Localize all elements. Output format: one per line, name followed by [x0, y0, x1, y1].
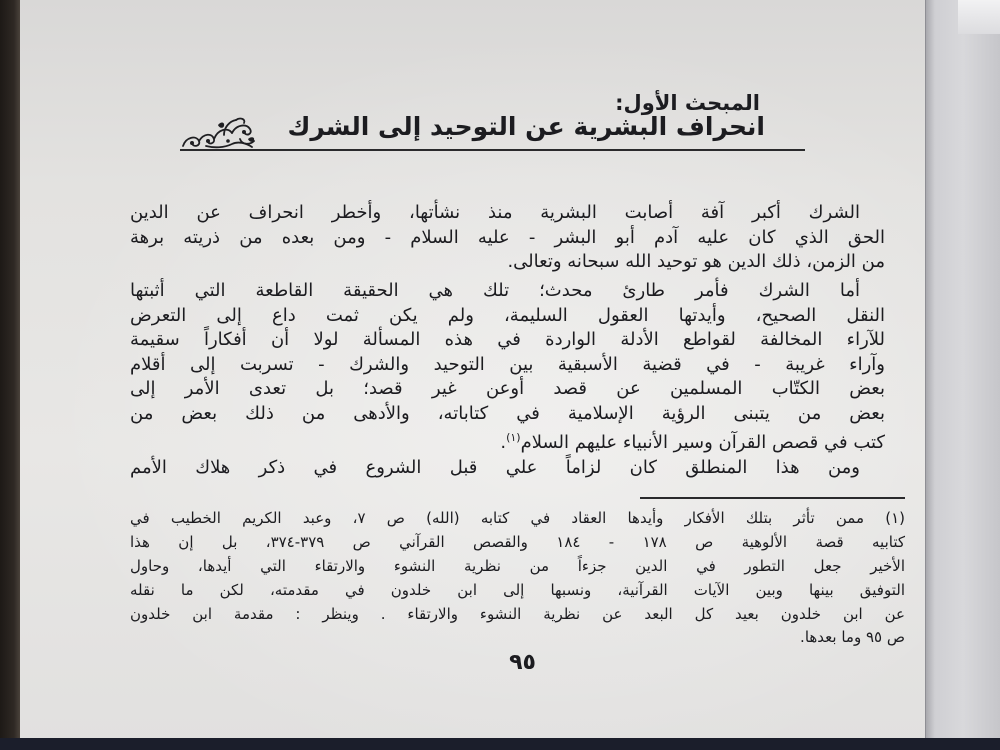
footnote-separator: [640, 497, 905, 499]
heading-ornament-icon: [180, 115, 258, 151]
paragraph-3-line: ومن هذا المنطلق كان لزاماً علي قبل الشروع في ذكر هلاك الأمم: [130, 457, 860, 478]
paragraph-2-line: بعض من يتبنى الرؤية الإسلامية في كتاباته، والأدهى من ذلك بعض من: [130, 403, 885, 424]
paragraph-2-last-text: كتب في قصص القرآن وسير الأنبياء عليهم السلام: [520, 432, 885, 453]
footnote-line: كتابيه قصة الألوهية ص ١٧٨ - ١٨٤ والقصص القرآني ص ٣٧٩-٣٧٤، بل إن هذا: [130, 533, 905, 551]
paragraph-1-line: الحق الذي كان عليه آدم أبو البشر - عليه السلام - ومن بعده من ذريته برهة: [130, 227, 885, 248]
paragraph-2-last-line: [130, 425, 885, 451]
paragraph-2-line: وآراء غريبة - في قضية الأسبقية بين التوحيد والشرك - تسربت إلى أقلام: [130, 354, 885, 375]
footnote-line: ص ٩٥ وما بعدها.: [800, 628, 905, 646]
paragraph-2-line: بعض الكتّاب المسلمين عن قصد أوعن غير قصد؛ بل تعدى الأمر إلى: [130, 378, 885, 399]
paragraph-2-end-punctuation: .: [500, 432, 507, 453]
bottom-dark-band: [0, 738, 1000, 750]
paragraph-1-line: من الزمن، ذلك الدين هو توحيد الله سبحانه وتعالى.: [507, 251, 885, 272]
paragraph-2-line: للآراء المخالفة لقواطع الأدلة الواردة في هذه المسألة لولا أن أفكاراً سقيمة: [130, 329, 885, 350]
paragraph-2-line: أما الشرك فأمر طارئ محدث؛ تلك هي الحقيقة القاطعة التي أثبتها: [130, 280, 860, 301]
section-title: انحراف البشرية عن التوحيد إلى الشرك: [287, 112, 765, 141]
adjacent-page-corner: [958, 0, 1000, 34]
footnote-line: (١) ممن تأثر بتلك الأفكار وأيدها العقاد في كتابه (الله) ص ٧، وعبد الكريم الخطيب في: [130, 509, 905, 527]
footnote-line: التوفيق بينها وبين الآيات القرآنية، ونسبها إلى ابن خلدون في مقدمته، لكن ما نقله: [130, 581, 905, 599]
section-label: المبحث الأول:: [615, 91, 760, 115]
page-number: ٩٥: [509, 650, 536, 675]
paragraph-2-line: النقل الصحيح، وأيدتها العقول السليمة، ولم يكن ثمت داع إلى التعرض: [130, 305, 885, 326]
footnote-line: الأخير جعل التطور في الدين جزءاً من نظرية النشوء والارتقاء التي أيدها، وحاول: [130, 557, 905, 575]
heading-underline: [180, 149, 805, 151]
paragraph-1-line: الشرك أكبر آفة أصابت البشرية منذ نشأتها، وأخطر انحراف عن الدين: [130, 202, 860, 223]
footnote-line: عن ابن خلدون بعيد كل البعد عن نظرية النشوء والارتقاء . وينظر : مقدمة ابن خلدون: [130, 605, 905, 623]
adjacent-page-edge: [925, 0, 1000, 740]
footnote-reference-marker: (١): [506, 431, 521, 444]
left-dark-edge: [0, 0, 20, 750]
